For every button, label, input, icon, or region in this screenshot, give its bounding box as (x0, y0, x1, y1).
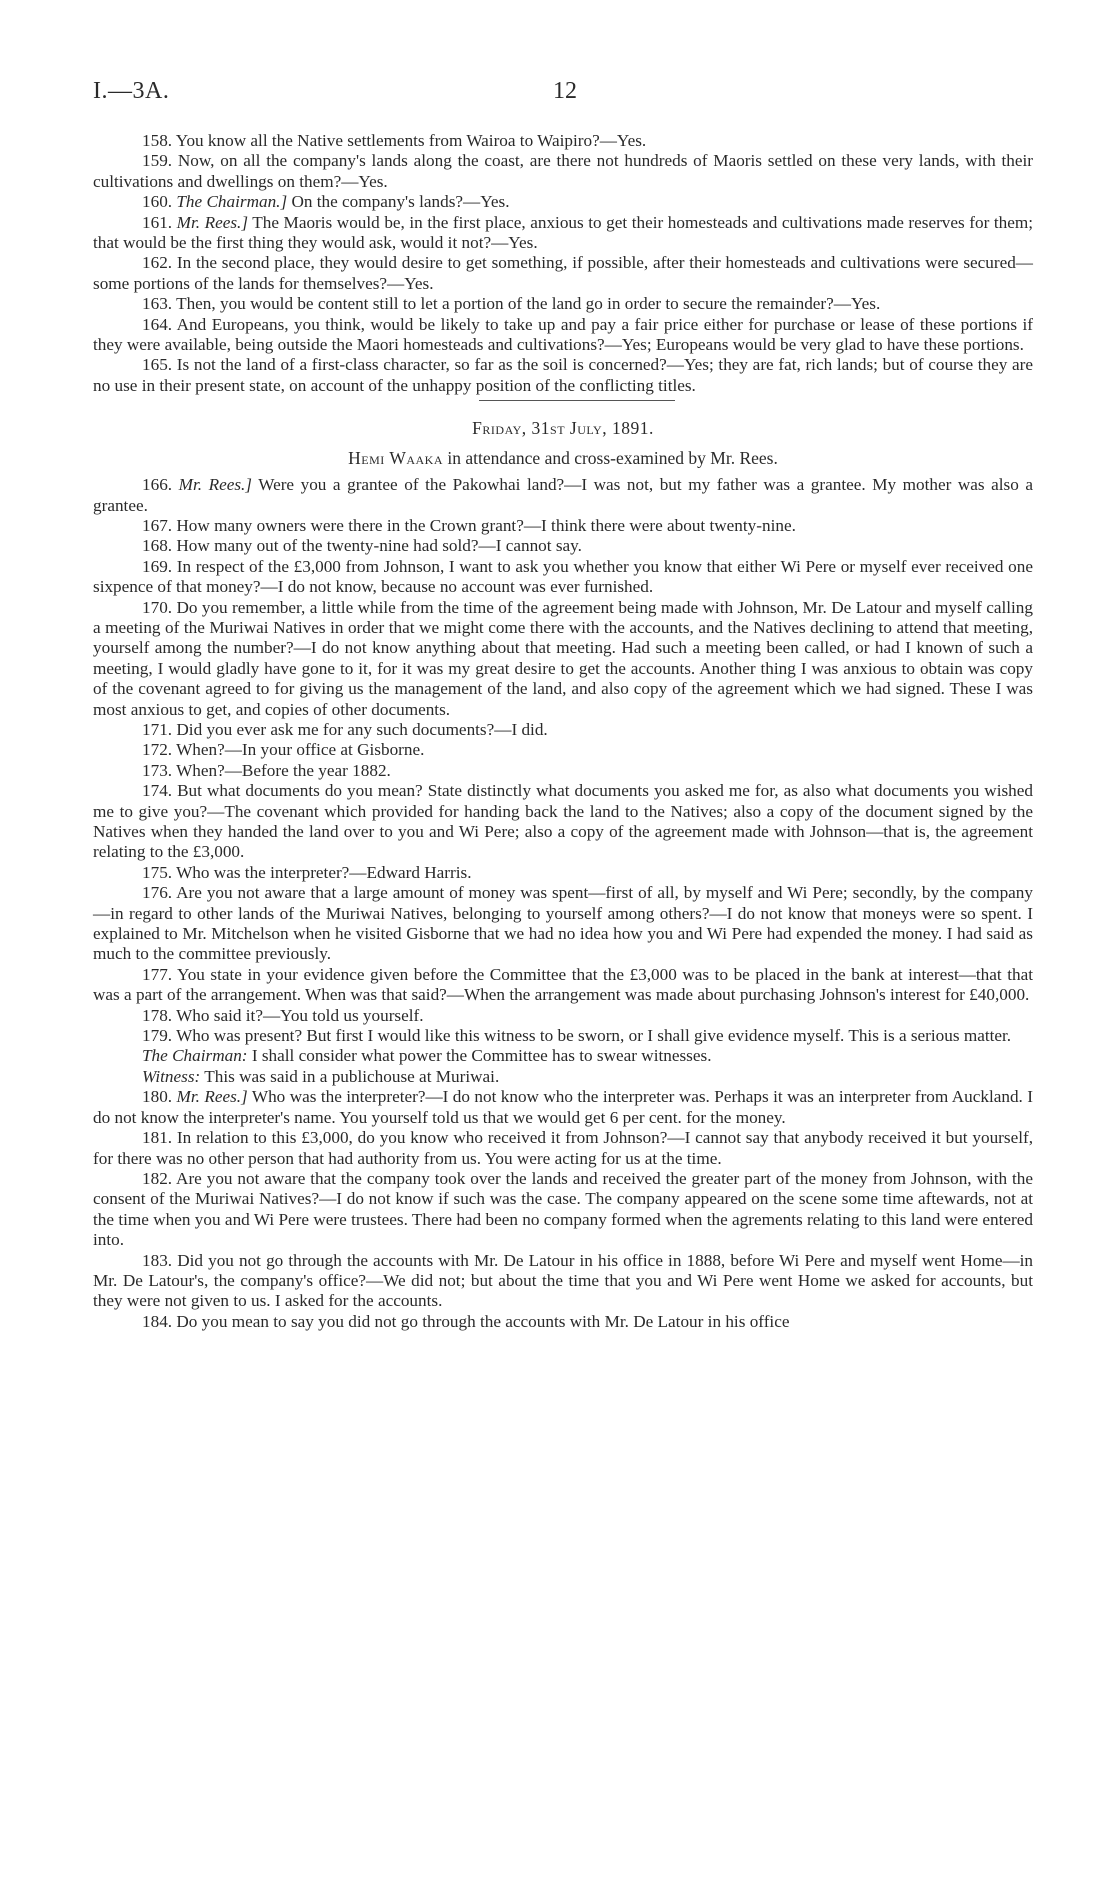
sitting-date: Friday, 31st July, 1891. (472, 418, 654, 439)
paragraph-text: Do you mean to say you did not go through the accounts with Mr. De Latour in his office (176, 1311, 790, 1331)
speaker-label: The Chairman: (142, 1046, 248, 1066)
evidence-paragraph (93, 151, 1033, 192)
question-number: 171. (142, 719, 173, 739)
paragraph-text: Who was the interpreter?—Edward Harris. (176, 862, 472, 882)
paragraph-text: Who was the interpreter?—I do not know who the interpreter was. Perhaps it was an interpreter from Auckland. I do not know the interpreter's name. You yourself told us that we would get 6 per cent. for the money. (93, 1087, 1033, 1127)
paragraph-text: Who was present? But first I would like this witness to be sworn, or I shall give evidence myself. This is a serious matter. (176, 1026, 1012, 1046)
paragraph-text: Were you a grantee of the Pakowhai land?—I was not, but my father was a grantee. My mother was also a grantee. (93, 475, 1033, 515)
question-number: 164. (142, 314, 173, 334)
paragraph-text: You state in your evidence given before the Committee that the £3,000 was to be placed in the bank at interest—that that was a part of the arrangement. When was that said?—When the arrangement was made about purchasing Johnson's interest for £40,000. (93, 964, 1033, 1005)
speaker-label: Mr. Rees.] (178, 475, 252, 495)
question-number: 160. (142, 192, 173, 212)
paragraph-text: But what documents do you mean? State distinctly what documents you asked me for, as also what documents you wished me to give you?—The covenant which provided for handing back the land to the Natives; also a copy of the document signed by the Natives when they handed the land over to you and Wi Pere; also a copy of the agreement made with Johnson—that is, the agreement relating to the £3,000. (93, 781, 1034, 862)
paragraph-text: How many out of the twenty-nine had sold?—I cannot say. (176, 536, 582, 556)
paragraph-text: In the second place, they would desire to get something, if possible, after their homesteads and cultivations were secured—some portions of the lands for themselves?—Yes. (93, 253, 1033, 293)
paragraph-text: You know all the Native settlements from Wairoa to Waipiro?—Yes. (175, 131, 647, 150)
evidence-paragraph (93, 1046, 1033, 1066)
question-number: 179. (142, 1026, 173, 1046)
document-body (93, 131, 1033, 1332)
speaker-label: The Chairman.] (176, 192, 288, 212)
question-number: 168. (142, 536, 173, 556)
question-number: 172. (142, 740, 173, 760)
question-number: 175. (142, 862, 173, 882)
evidence-paragraph (93, 1312, 1033, 1332)
evidence-paragraph (93, 720, 1033, 740)
question-number: 170. (142, 597, 173, 617)
question-number: 181. (142, 1128, 173, 1148)
evidence-paragraph (93, 1006, 1033, 1026)
question-number: 159. (142, 151, 173, 171)
question-number: 162. (142, 253, 173, 273)
evidence-paragraph (93, 781, 1033, 863)
question-number: 183. (142, 1250, 173, 1270)
paragraph-text: On the company's lands?—Yes. (291, 192, 510, 212)
page-header (93, 78, 1033, 108)
evidence-paragraph (93, 253, 1033, 294)
paper-reference: I.—3A. (93, 78, 170, 104)
section-divider (479, 400, 675, 401)
question-number: 174. (142, 781, 173, 801)
paragraph-text: Are you not aware that a large amount of money was spent—first of all, by myself and Wi Pere; secondly, by the company—in regard to other lands of the Muriwai Natives, belonging to yourself among others?—I do not know that moneys were so spent. I explained to Mr. Mitchelson when he visited Gisborne that we had no idea how you and Wi Pere had expended the money. I had said as much to the committee previously. (93, 883, 1033, 964)
evidence-paragraph (93, 213, 1033, 254)
evidence-paragraph (93, 475, 1033, 516)
question-number: 177. (142, 964, 173, 984)
speaker-label: Witness: (142, 1066, 201, 1086)
paragraph-text: In relation to this £3,000, do you know who received it from Johnson?—I cannot say that anybody received it but yourself, for there was no other person that had authority from us. You were acting for us at the time. (93, 1128, 1034, 1168)
paragraph-text: The Maoris would be, in the first place, anxious to get their homesteads and cultivations made reserves for them; that would be the first thing they would ask, would it not?—Yes. (93, 212, 1034, 253)
evidence-paragraph (93, 294, 1033, 314)
question-number: 158. (142, 131, 173, 150)
evidence-paragraph (93, 863, 1033, 883)
question-number: 163. (142, 294, 173, 314)
speaker-label: Mr. Rees.] (176, 1087, 248, 1107)
evidence-paragraph (93, 516, 1033, 536)
question-number: 166. (142, 475, 173, 495)
paragraph-text: Then, you would be content still to let a portion of the land go in order to secure the remainder?—Yes. (176, 294, 881, 314)
witness-name: Hemi Waaka (348, 447, 444, 468)
evidence-paragraph (93, 740, 1033, 760)
evidence-after-date (93, 475, 1033, 1332)
question-number: 178. (142, 1005, 173, 1025)
evidence-paragraph (93, 355, 1033, 396)
evidence-before-date (93, 131, 1033, 396)
evidence-paragraph (93, 598, 1033, 720)
evidence-paragraph (93, 965, 1033, 1006)
evidence-paragraph (93, 1067, 1033, 1087)
evidence-paragraph (93, 1128, 1033, 1169)
evidence-paragraph (93, 315, 1033, 356)
question-number: 169. (142, 556, 173, 576)
paragraph-text: When?—Before the year 1882. (176, 760, 391, 780)
paragraph-text: Who said it?—You told us yourself. (176, 1005, 424, 1025)
question-number: 167. (142, 515, 173, 535)
witness-description: in attendance and cross-examined by Mr. Rees. (447, 447, 778, 468)
evidence-paragraph (93, 131, 1033, 151)
question-number: 180. (142, 1087, 173, 1107)
paragraph-text: How many owners were there in the Crown grant?—I think there were about twenty-nine. (176, 515, 796, 535)
evidence-paragraph (93, 536, 1033, 556)
question-number: 182. (142, 1168, 173, 1188)
question-number: 161. (142, 212, 173, 232)
question-number: 165. (142, 355, 173, 375)
evidence-paragraph (93, 761, 1033, 781)
evidence-paragraph (93, 1087, 1033, 1128)
paragraph-text: Now, on all the company's lands along the coast, are there not hundreds of Maoris settled on these very lands, with their cultivations and dwellings on them?—Yes. (93, 151, 1033, 191)
evidence-paragraph (93, 1169, 1033, 1251)
witness-line (93, 448, 1033, 468)
paragraph-text: And Europeans, you think, would be likely to take up and pay a fair price either for purchase or lease of these portions if they were available, being outside the Maori homesteads and cultivations?—Yes; Europeans would be very glad to have these portions. (93, 314, 1033, 355)
question-number: 184. (142, 1311, 173, 1331)
page-number: 12 (553, 78, 577, 104)
paragraph-text: Is not the land of a first-class character, so far as the soil is concerned?—Yes; they are fat, rich lands; but of course they are no use in their present state, on account of the unhappy position of the conflicting titles. (93, 355, 1034, 395)
question-number: 176. (142, 883, 173, 903)
paragraph-text: When?—In your office at Gisborne. (176, 740, 425, 760)
speaker-label: Mr. Rees.] (176, 212, 249, 232)
paragraph-text: This was said in a publichouse at Muriwai. (204, 1066, 500, 1086)
paragraph-text: Did you ever ask me for any such documents?—I did. (176, 719, 548, 739)
evidence-paragraph (93, 1251, 1033, 1312)
evidence-paragraph (93, 1026, 1033, 1046)
paragraph-text: Are you not aware that the company took over the lands and received the greater part of the money from Johnson, with the consent of the Muriwai Natives?—I do not know if such was the case. The company appeared on the scene some time aftewards, not at the time when you and Wi Pere were trustees. There had been no company formed when the agrements relating to this land were entered into. (93, 1168, 1033, 1250)
question-number: 173. (142, 760, 173, 780)
paragraph-text: In respect of the £3,000 from Johnson, I want to ask you whether you know that either Wi Pere or myself ever received one sixpence of that money?—I do not know, because no account was ever furnished. (93, 556, 1033, 597)
paragraph-text: Did you not go through the accounts with Mr. De Latour in his office in 1888, before Wi Pere and myself went Home—in Mr. De Latour's, the company's office?—We did not; but about the time that you and Wi Pere went Home we asked for accounts, but they were not given to us. I asked for the accounts. (93, 1250, 1033, 1311)
paragraph-text: Do you remember, a little while from the time of the agreement being made with Johnson, Mr. De Latour and myself calling a meeting of the Muriwai Natives in order that we might come there with the accounts, and the Natives declining to attend that meeting, yourself among the number?—I do not know anything about that meeting. Had such a meeting been called, or had I known of such a meeting, I would gladly have gone to it, for it was my great desire to get the accounts. Another thing I was anxious to obtain was copy of the covenant agreed to for giving us the management of the land, and also copy of the agreement which we had signed. These I was most anxious to get, and copies of other documents. (93, 597, 1033, 719)
evidence-paragraph (93, 192, 1033, 212)
evidence-paragraph (93, 883, 1033, 965)
evidence-paragraph (93, 557, 1033, 598)
paragraph-text: I shall consider what power the Committee has to swear witnesses. (251, 1046, 712, 1066)
